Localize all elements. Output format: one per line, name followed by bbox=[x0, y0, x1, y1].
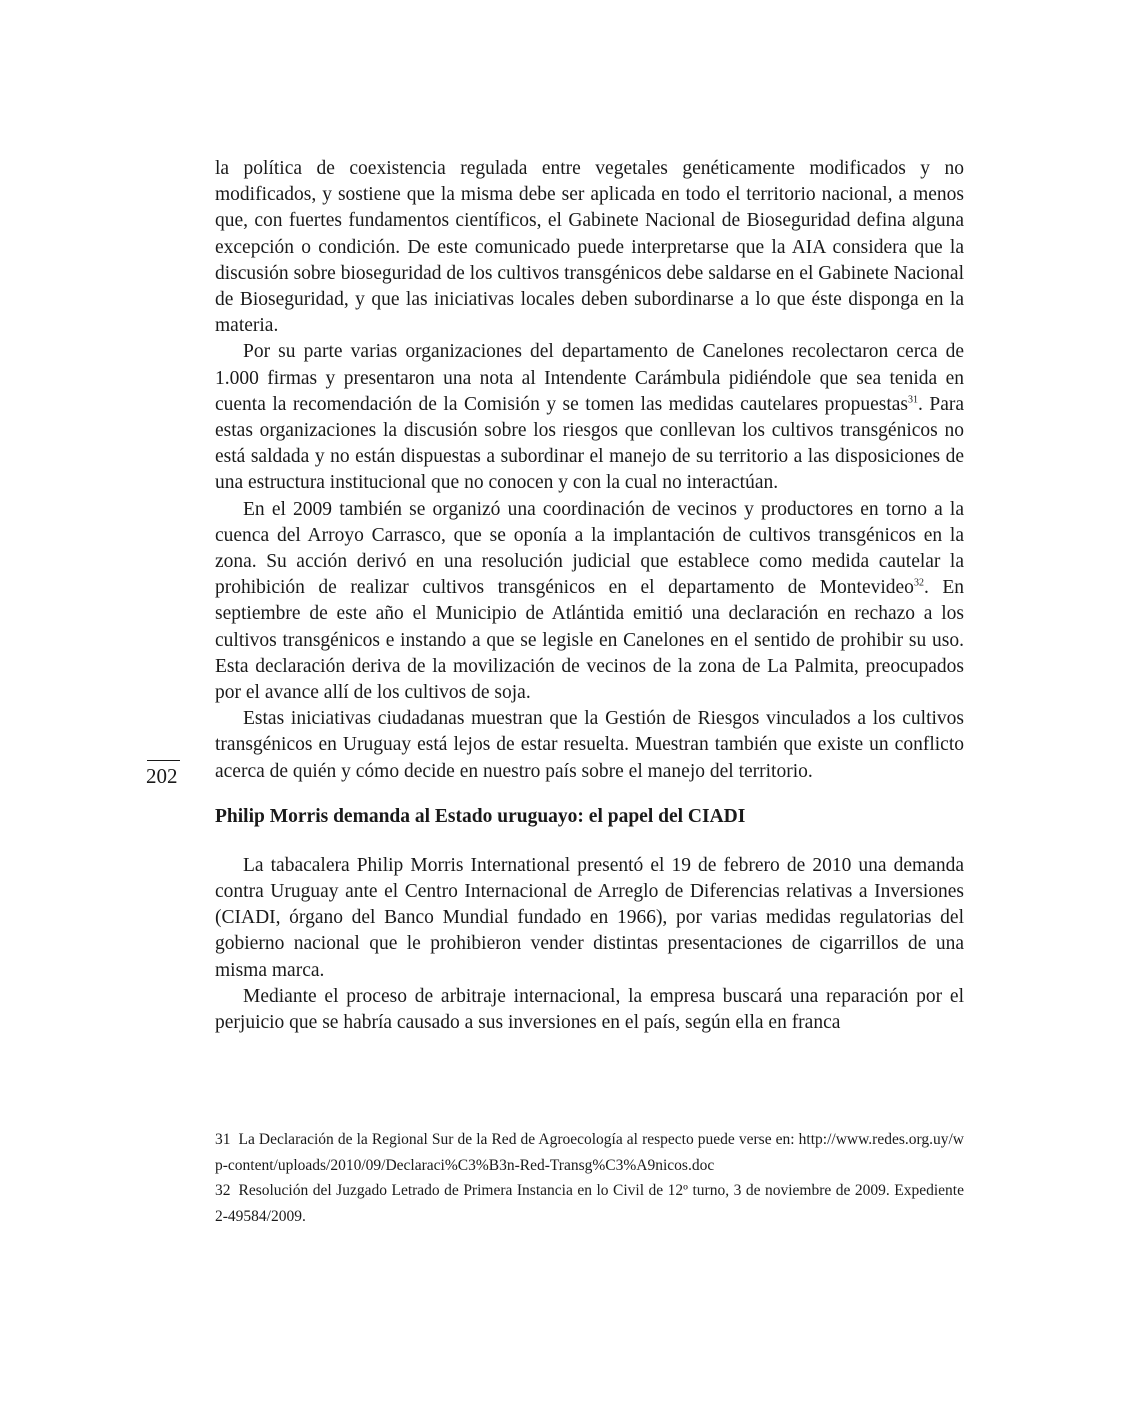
footnote-text: Resolución del Juzgado Letrado de Primera Instancia en lo Civil de 12º turno, 3 de noviembre de 2009. Expediente 2-49584/2009. bbox=[215, 1182, 964, 1225]
paragraph-5: La tabacalera Philip Morris International presentó el 19 de febrero de 2010 una demanda contra Uruguay ante el Centro Internacional de Arreglo de Diferencias relativas a Inversiones (CIADI, órgano del Banco Mundial fundado en 1966), por varias medidas regulatorias del gobierno nacional que le prohibieron vender distintas presentaciones de cigarrillos de una misma marca. bbox=[215, 854, 964, 981]
footnotes bbox=[215, 1127, 964, 1229]
paragraph-4: Estas iniciativas ciudadanas muestran que la Gestión de Riesgos vinculados a los cultivos transgénicos en Uruguay está lejos de estar resuelta. Muestran también que existe un conflicto acerca de quién y cómo decide en nuestro país sobre el manejo del territorio. bbox=[215, 708, 964, 782]
paragraph-6: Mediante el proceso de arbitraje internacional, la empresa buscará una reparación por el perjuicio que se habría causado a sus inversiones en el país, según ella en franca bbox=[215, 985, 964, 1034]
paragraph-2 bbox=[215, 339, 964, 496]
footnote-ref-32: 32 bbox=[913, 577, 924, 589]
footnote-ref-31: 31 bbox=[907, 394, 918, 406]
footnote-32 bbox=[215, 1178, 964, 1229]
paragraph-3-text-a: En el 2009 también se organizó una coordinación de vecinos y productores en torno a la cuenca del Arroyo Carrasco, que se oponía a la implantación de cultivos transgénicos en la zona. Su acción derivó en una resolución judicial que establece como medida cautelar la prohibición de realizar cultivos transgénicos en el departamento de Montevideo bbox=[215, 498, 964, 599]
paragraph-3 bbox=[215, 497, 964, 707]
paragraph-2-text-a: Por su parte varias organizaciones del departamento de Canelones recolectaron cerca de 1.000 firmas y presentaron una nota al Intendente Carámbula pidiéndole que sea tenida en cuenta la recomendación de la Comisión y se tomen las medidas cautelares propuestas bbox=[215, 341, 964, 415]
paragraph-2-text-b: . Para estas organizaciones la discusión sobre los riesgos que conllevan los cultivos transgénicos no está saldada y no están dispuestas a subordinar el manejo de su territorio a las disposiciones de una estructura institucional que no conocen y con la cual no interactúan. bbox=[215, 393, 964, 494]
paragraph-3-text-b: . En septiembre de este año el Municipio de Atlántida emitió una declaración en rechazo a los cultivos transgénicos e instando a que se legisle en Canelones en el sentido de prohibir su uso. Esta declaración deriva de la movilización de vecinos de la zona de La Palmita, preocupados por el avance allí de los cultivos de soja. bbox=[215, 577, 964, 704]
page-number-rule bbox=[147, 760, 180, 761]
section-heading: Philip Morris demanda al Estado uruguayo: el papel del CIADI bbox=[215, 805, 746, 827]
paragraph-1: la política de coexistencia regulada entre vegetales genéticamente modificados y no modificados, y sostiene que la misma debe ser aplicada en todo el territorio nacional, a menos que, con fuertes fundamentos científicos, el Gabinete Nacional de Bioseguridad defina alguna excepción o condición. De este comunicado puede interpretarse que la AIA considera que la discusión sobre bioseguridad de los cultivos transgénicos debe saldarse en el Gabinete Nacional de Bioseguridad, y que las iniciativas locales deben subordinarse a lo que éste disponga en la materia. bbox=[215, 158, 964, 337]
footnote-31 bbox=[215, 1127, 964, 1178]
footnote-number: 32 bbox=[215, 1182, 231, 1199]
page-number: 202 bbox=[146, 764, 178, 788]
footnote-text: La Declaración de la Regional Sur de la Red de Agroecología al respecto puede verse en: http://www.redes.org.uy/wp-content/uploads/2010/09/Declaraci%C3%B3n-Red-Transg%C3%A9nicos.doc bbox=[215, 1131, 964, 1174]
footnote-number: 31 bbox=[215, 1131, 231, 1148]
main-text bbox=[215, 156, 964, 1036]
